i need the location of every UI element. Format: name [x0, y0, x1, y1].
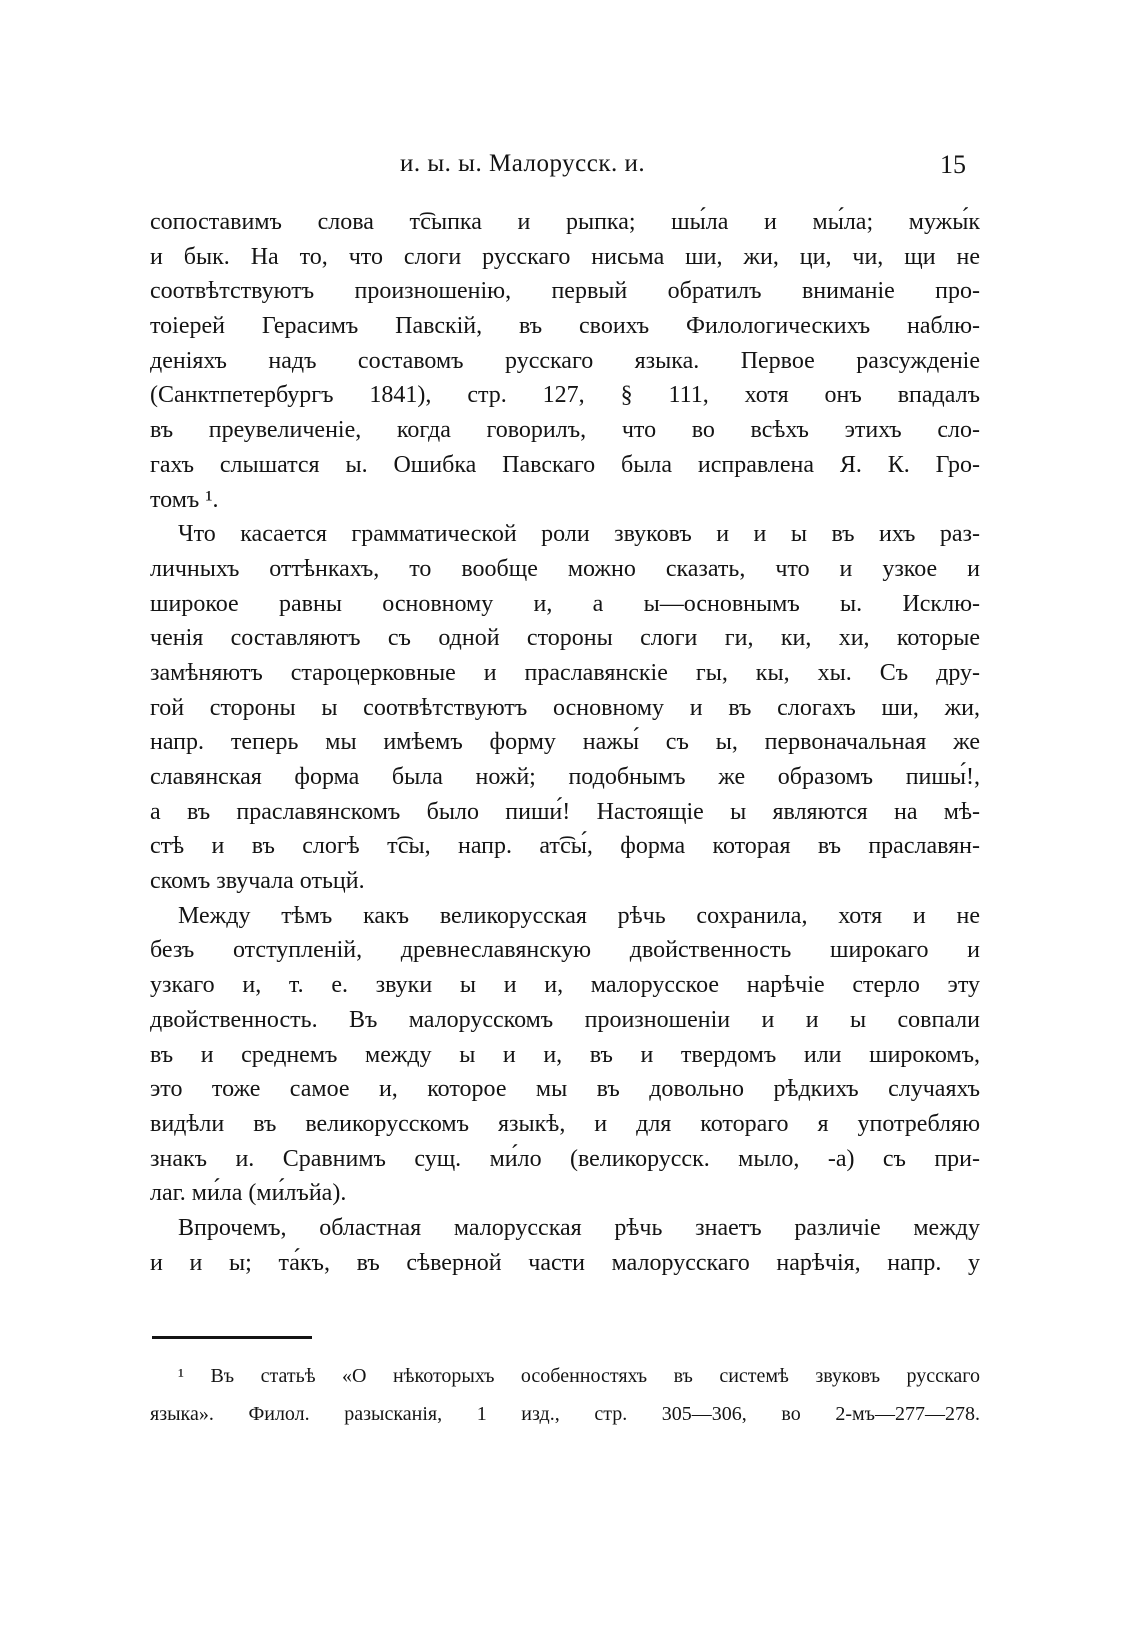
text-line: въ преувеличеніе, когда говорилъ, что во всѣхъ этихъ сло- — [150, 417, 980, 444]
text-line: личныхъ оттѣнкахъ, то вообще можно сказать, что и узкое и — [150, 555, 980, 582]
text-line: (Санктпетербургъ 1841), стр. 127, § 111, хотя онъ впадалъ — [150, 382, 980, 409]
text-line: стѣ и въ слогѣ т͡сы, напр. ат͡сы́, форма которая въ праславян- — [150, 833, 980, 860]
text-line: томъ ¹. — [150, 486, 219, 513]
footnote-rule — [152, 1336, 312, 1339]
text-line: Впрочемъ, областная малорусская рѣчь знаетъ различіе между — [178, 1214, 980, 1241]
text-line: въ и среднемъ между ы и и, въ и твердомъ или широкомъ, — [150, 1041, 980, 1068]
running-title: и. ы. ы. Малорусск. и. — [400, 150, 646, 177]
text-line: и бык. На то, что слоги русскаго нисьма ши, жи, ци, чи, щи не — [150, 243, 980, 270]
text-line: славянская форма была ножй; подобнымъ же образомъ пишы́!, — [150, 764, 980, 790]
text-line: знакъ и. Сравнимъ сущ. ми́ло (великорусск. мыло, -а) съ при- — [150, 1145, 980, 1172]
text-line: скомъ звучала отьцй. — [150, 868, 365, 895]
text-line: Между тѣмъ какъ великорусская рѣчь сохранила, хотя и не — [178, 902, 980, 929]
body-text — [150, 205, 980, 1280]
paragraph-2 — [150, 517, 980, 899]
text-line: лаг. ми́ла (ми́лъйа). — [150, 1180, 347, 1207]
text-line: узкаго и, т. е. звуки ы и и, малорусское нарѣчіе стерло эту — [150, 972, 980, 999]
footnote-line: ¹ Въ статьѣ «О нѣкоторыхъ особенностяхъ въ системѣ звуковъ русскаго — [178, 1365, 980, 1387]
text-line: напр. теперь мы имѣемъ форму нажы́ съ ы, первоначальная же — [150, 729, 980, 756]
text-line: тоіерей Герасимъ Павскій, въ своихъ Филологическихъ наблю- — [150, 313, 980, 340]
text-line: сопоставимъ слова т͡сыпка и рыпка; шы́ла и мы́ла; мужы́к — [150, 209, 980, 235]
text-line: и и ы; та́къ, въ сѣверной части малорусскаго нарѣчія, напр. у — [150, 1249, 980, 1276]
text-line: замѣняютъ староцерковные и праславянскіе гы, кы, хы. Съ дру- — [150, 659, 980, 686]
text-line: двойственность. Въ малорусскомъ произношеніи и и ы совпали — [150, 1006, 980, 1033]
text-line: это тоже самое и, которое мы въ довольно рѣдкихъ случаяхъ — [150, 1076, 980, 1103]
paragraph-1 — [150, 205, 980, 517]
text-line: видѣли въ великорусскомъ языкѣ, и для котораго я употребляю — [150, 1110, 980, 1137]
paragraph-3 — [150, 899, 980, 1211]
text-line: соотвѣтствуютъ произношенію, первый обратилъ вниманіе про- — [150, 278, 980, 305]
page-number: 15 — [940, 150, 966, 179]
text-line: Что касается грамматической роли звуковъ и и ы въ ихъ раз- — [178, 521, 980, 548]
text-line: деніяхъ надъ составомъ русскаго языка. Первое разсужденіе — [150, 347, 980, 374]
text-line: ченія составляютъ съ одной стороны слоги ги, ки, хи, которые — [150, 625, 980, 652]
footnote-line: языка». Филол. разысканія, 1 изд., стр. 305—306, во 2-мъ—277—278. — [150, 1403, 980, 1425]
text-line: широкое равны основному и, а ы—основнымъ ы. Исклю- — [150, 590, 980, 617]
text-line: а въ праславянскомъ было пиши́! Настоящіе ы являются на мѣ- — [150, 798, 980, 825]
footnote — [150, 1357, 980, 1433]
text-line: безъ отступленій, древнеславянскую двойственность широкаго и — [150, 937, 980, 964]
text-line: гой стороны ы соотвѣтствуютъ основному и въ слогахъ ши, жи, — [150, 694, 980, 721]
text-line: гахъ слышатся ы. Ошибка Павскаго была исправлена Я. К. Гро- — [150, 451, 980, 478]
paragraph-4 — [150, 1211, 980, 1280]
